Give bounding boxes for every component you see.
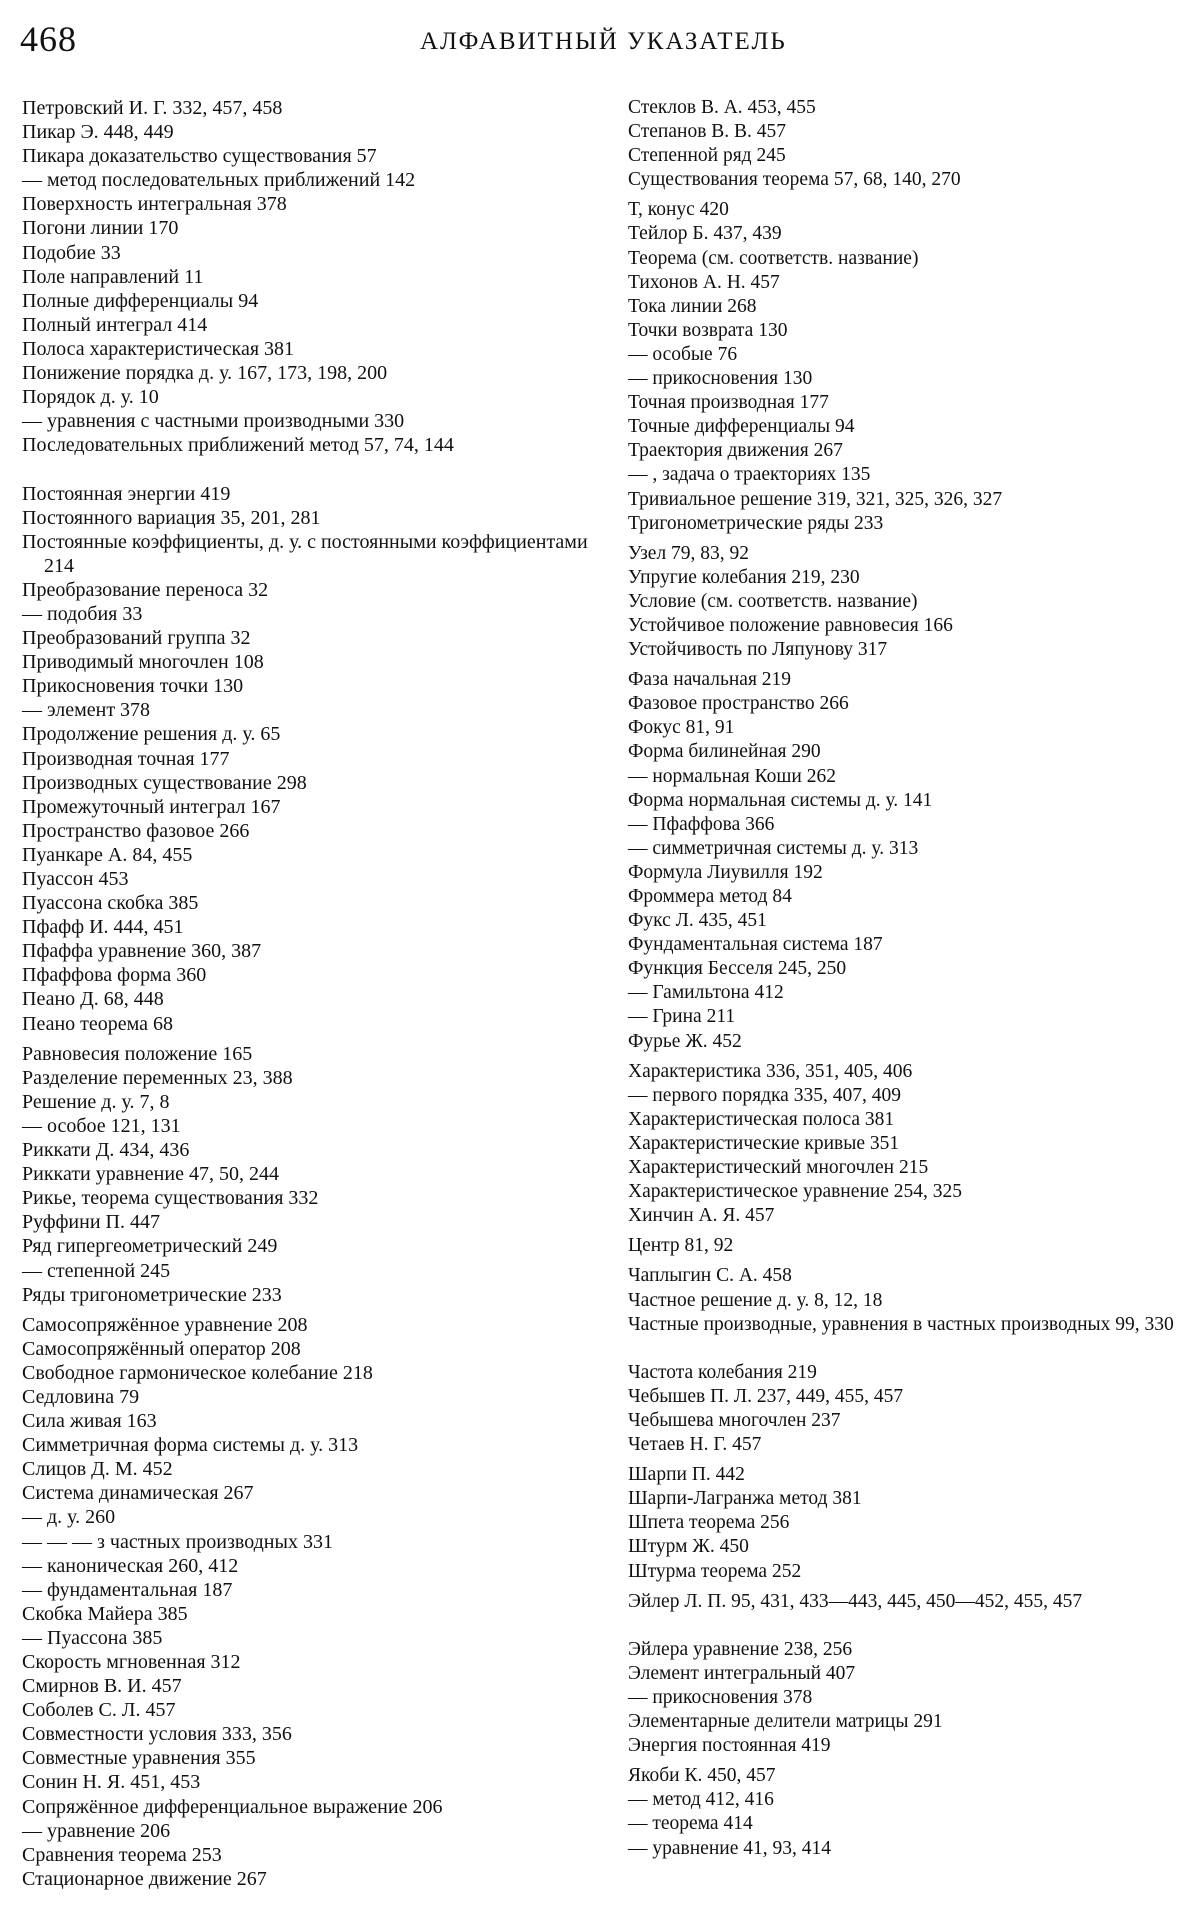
index-entry: Поле направлений 11 xyxy=(22,265,204,288)
index-entry: Приводимый многочлен 108 xyxy=(22,651,264,674)
index-entry: Т, конус 420 xyxy=(628,199,729,221)
index-entry: Смирнов В. И. 457 xyxy=(22,1675,182,1698)
index-entry: — уравнение 206 xyxy=(22,1819,171,1842)
index-entry: Пфаффа уравнение 360, 387 xyxy=(22,940,262,963)
index-entry: Риккати Д. 434, 436 xyxy=(22,1139,190,1162)
index-entry: Преобразований группа 32 xyxy=(22,627,251,650)
index-entry: Самосопряжённый оператор 208 xyxy=(22,1337,301,1360)
index-entry: Порядок д. у. 10 xyxy=(22,386,159,409)
index-entry: — каноническая 260, 412 xyxy=(22,1554,239,1577)
index-entry: Полный интеграл 414 xyxy=(22,313,208,336)
index-entry: Элемент интегральный 407 xyxy=(628,1662,856,1684)
index-entry: Эйлер Л. П. 95, 431, 433—443, 445, 450—452, 455, 457 xyxy=(628,1590,1083,1612)
index-entry: Подобие 33 xyxy=(22,241,121,264)
index-column-left xyxy=(22,96,592,1891)
index-entry: Форма нормальная системы д. у. 141 xyxy=(628,789,933,811)
index-entry: Полоса характеристическая 381 xyxy=(22,337,295,360)
running-head: АЛФАВИТНЫЙ УКАЗАТЕЛЬ xyxy=(420,28,787,55)
index-entry: Руффини П. 447 xyxy=(22,1211,160,1234)
index-entry: Штурм Ж. 450 xyxy=(628,1536,749,1558)
index-entry: Петровский И. Г. 332, 457, 458 xyxy=(22,97,283,119)
index-entry: Элементарные делители матрицы 291 xyxy=(628,1711,943,1733)
index-entry: Штурма теорема 252 xyxy=(628,1560,802,1582)
index-entry: Самосопряжённое уравнение 208 xyxy=(22,1313,308,1336)
index-entry: Частные производные, уравнения в частных производных 99, 330 xyxy=(628,1313,1174,1335)
index-entry: — Грина 211 xyxy=(628,1006,736,1028)
index-entry: — д. у. 260 xyxy=(22,1506,116,1529)
index-entry: Ряд гипергеометрический 249 xyxy=(22,1235,278,1258)
index-entry: — симметричная системы д. у. 313 xyxy=(628,837,919,859)
index-entry: Фаза начальная 219 xyxy=(628,669,792,691)
index-entry: Чаплыгин С. А. 458 xyxy=(628,1265,792,1287)
index-entry: Устойчивое положение равновесия 166 xyxy=(628,614,953,636)
index-entry: — прикосновения 378 xyxy=(628,1687,813,1708)
index-entry: — метод последовательных приближений 142 xyxy=(22,169,416,192)
index-entry: Скорость мгновенная 312 xyxy=(22,1651,241,1673)
index-entry: Фурье Ж. 452 xyxy=(628,1030,742,1052)
index-entry: — Пфаффова 366 xyxy=(628,813,775,835)
index-entry: — степенной 245 xyxy=(22,1259,171,1282)
index-entry: Скобка Майера 385 xyxy=(22,1602,188,1625)
index-entry: — метод 412, 416 xyxy=(628,1789,774,1811)
index-entry: Последовательных приближений метод 57, 74, 144 xyxy=(22,434,454,457)
index-entry: Шарпи-Лагранжа метод 381 xyxy=(628,1488,862,1510)
index-entry: Формула Лиувилля 192 xyxy=(628,861,823,883)
index-entry: — Гамильтона 412 xyxy=(628,982,784,1004)
index-entry: Пуассон 453 xyxy=(22,868,129,890)
index-entry: Сравнения теорема 253 xyxy=(22,1843,222,1866)
index-entry: Шпета теорема 256 xyxy=(628,1512,790,1534)
index-entry: Характеристические кривые 351 xyxy=(628,1132,900,1154)
index-entry: Стеклов В. А. 453, 455 xyxy=(628,97,816,118)
index-entry: Устойчивость по Ляпунову 317 xyxy=(628,639,888,661)
index-entry: Энергия постоянная 419 xyxy=(628,1735,831,1757)
index-entry: — — — з частных производных 331 xyxy=(22,1530,333,1553)
index-entry: Тривиальное решение 319, 321, 325, 326, 327 xyxy=(628,488,1003,510)
index-entry: Чебышева многочлен 237 xyxy=(628,1409,841,1431)
index-entry: Точки возврата 130 xyxy=(628,319,788,341)
index-entry: Упругие колебания 219, 230 xyxy=(628,566,860,588)
index-entry: Пуанкаре А. 84, 455 xyxy=(22,843,193,866)
index-entry: Производных существование 298 xyxy=(22,771,307,794)
index-entry: Постоянного вариация 35, 201, 281 xyxy=(22,506,321,529)
index-entry: Стационарное движение 267 xyxy=(22,1867,267,1890)
index-entry: Понижение порядка д. у. 167, 173, 198, 200 xyxy=(22,362,388,385)
index-entry: Сонин Н. Я. 451, 453 xyxy=(22,1771,201,1794)
index-entry: Характеристика 336, 351, 405, 406 xyxy=(628,1060,913,1082)
index-entry: Функция Бесселя 245, 250 xyxy=(628,958,847,980)
index-entry: Преобразование переноса 32 xyxy=(22,578,269,601)
index-entry: Равновесия положение 165 xyxy=(22,1042,253,1065)
index-entry: Продолжение решения д. у. 65 xyxy=(22,723,281,746)
index-entry: Пуассона скобка 385 xyxy=(22,892,199,915)
index-entry: Фазовое пространство 266 xyxy=(628,693,849,715)
index-entry: Точные дифференциалы 94 xyxy=(628,416,855,438)
index-entry: Седловина 79 xyxy=(22,1385,140,1408)
index-entry: Частное решение д. у. 8, 12, 18 xyxy=(628,1289,883,1311)
index-entry: Фроммера метод 84 xyxy=(628,886,792,907)
index-entry: — уравнения с частными производными 330 xyxy=(22,410,405,433)
index-entry: — нормальная Коши 262 xyxy=(628,765,836,787)
index-entry: Совместности условия 333, 356 xyxy=(22,1723,292,1746)
index-entry: Точная производная 177 xyxy=(628,392,829,414)
index-entry: — особое 121, 131 xyxy=(22,1114,181,1137)
index-entry: — теорема 414 xyxy=(628,1813,753,1835)
index-entry: Якоби К. 450, 457 xyxy=(628,1765,776,1787)
index-entry: — прикосновения 130 xyxy=(628,368,813,390)
index-entry: Пеано Д. 68, 448 xyxy=(22,988,164,1011)
index-entry: Пространство фазовое 266 xyxy=(22,819,250,842)
index-entry: Симметричная форма системы д. у. 313 xyxy=(22,1434,359,1457)
index-entry: Характеристическая полоса 381 xyxy=(628,1108,895,1130)
index-column-right xyxy=(628,96,1180,1861)
index-entry: Постоянная энергии 419 xyxy=(22,482,231,505)
index-entry: Пфафф И. 444, 451 xyxy=(22,916,184,939)
index-entry: Характеристическое уравнение 254, 325 xyxy=(628,1181,963,1203)
index-entry: Фундаментальная система 187 xyxy=(628,934,883,956)
index-entry: Хинчин А. Я. 457 xyxy=(628,1205,775,1227)
index-entry: Эйлера уравнение 238, 256 xyxy=(628,1638,853,1660)
index-entry: Шарпи П. 442 xyxy=(628,1464,745,1486)
index-entry: — особые 76 xyxy=(628,343,738,365)
index-entry: Поверхность интегральная 378 xyxy=(22,193,287,216)
index-entry: Промежуточный интеграл 167 xyxy=(22,795,281,818)
index-entry: Совместные уравнения 355 xyxy=(22,1747,256,1770)
index-entry: Ряды тригонометрические 233 xyxy=(22,1283,282,1306)
index-entry: Фокус 81, 91 xyxy=(628,717,735,739)
index-entry: — Пуассона 385 xyxy=(22,1626,163,1649)
index-entry: Существования теорема 57, 68, 140, 270 xyxy=(628,169,961,191)
page-number: 468 xyxy=(20,19,77,59)
index-entry: Пфаффова форма 360 xyxy=(22,964,207,987)
index-entry: Степанов В. В. 457 xyxy=(628,121,787,143)
index-entry: — фундаментальная 187 xyxy=(22,1578,233,1601)
index-entry: Пикар Э. 448, 449 xyxy=(22,121,174,144)
index-entry: Пикара доказательство существования 57 xyxy=(22,145,377,168)
index-entry: Слицов Д. М. 452 xyxy=(22,1458,173,1481)
index-entry: Погони линии 170 xyxy=(22,217,179,240)
index-entry: Тейлор Б. 437, 439 xyxy=(628,223,782,245)
index-entry: Траектория движения 267 xyxy=(628,440,843,462)
index-entry: Форма билинейная 290 xyxy=(628,741,821,763)
index-entry: Соболев С. Л. 457 xyxy=(22,1699,176,1722)
index-entry: — , задача о траекториях 135 xyxy=(628,464,871,486)
index-entry: Система динамическая 267 xyxy=(22,1482,254,1505)
index-entry: Прикосновения точки 130 xyxy=(22,675,244,698)
index-entry: Риккати уравнение 47, 50, 244 xyxy=(22,1163,279,1186)
index-entry: Частота колебания 219 xyxy=(628,1361,817,1383)
index-entry: Пеано теорема 68 xyxy=(22,1012,174,1035)
index-entry: Теорема (см. соответств. название) xyxy=(628,247,919,269)
index-entry: Центр 81, 92 xyxy=(628,1235,734,1257)
index-entry: Производная точная 177 xyxy=(22,747,230,770)
index-entry: — подобия 33 xyxy=(22,602,143,625)
index-entry: Фукс Л. 435, 451 xyxy=(628,910,767,932)
index-entry: Постоянные коэффициенты, д. у. с постоянными коэффициентами 214 xyxy=(22,530,588,577)
index-entry: Тригонометрические ряды 233 xyxy=(628,512,884,534)
index-entry: — элемент 378 xyxy=(22,699,151,722)
index-entry: Характеристический многочлен 215 xyxy=(628,1157,929,1179)
index-entry: Чебышев П. Л. 237, 449, 455, 457 xyxy=(628,1385,904,1407)
index-entry: Разделение переменных 23, 388 xyxy=(22,1066,293,1089)
index-entry: Сила живая 163 xyxy=(22,1410,157,1433)
index-entry: Четаев Н. Г. 457 xyxy=(628,1434,762,1456)
index-entry: Степенной ряд 245 xyxy=(628,145,786,167)
index-entry: Узел 79, 83, 92 xyxy=(628,542,750,564)
index-entry: — первого порядка 335, 407, 409 xyxy=(628,1084,901,1106)
index-entry: Сопряжённое дифференциальное выражение 206 xyxy=(22,1795,443,1818)
index-entry: Свободное гармоническое колебание 218 xyxy=(22,1361,373,1384)
index-entry: Решение д. у. 7, 8 xyxy=(22,1090,170,1113)
index-entry: Тока линии 268 xyxy=(628,295,757,317)
index-entry: — уравнение 41, 93, 414 xyxy=(628,1837,831,1859)
index-entry: Полные дифференциалы 94 xyxy=(22,289,259,312)
index-entry: Тихонов А. Н. 457 xyxy=(628,271,780,293)
index-entry: Условие (см. соответств. название) xyxy=(628,590,918,612)
index-entry: Рикье, теорема существования 332 xyxy=(22,1187,319,1210)
